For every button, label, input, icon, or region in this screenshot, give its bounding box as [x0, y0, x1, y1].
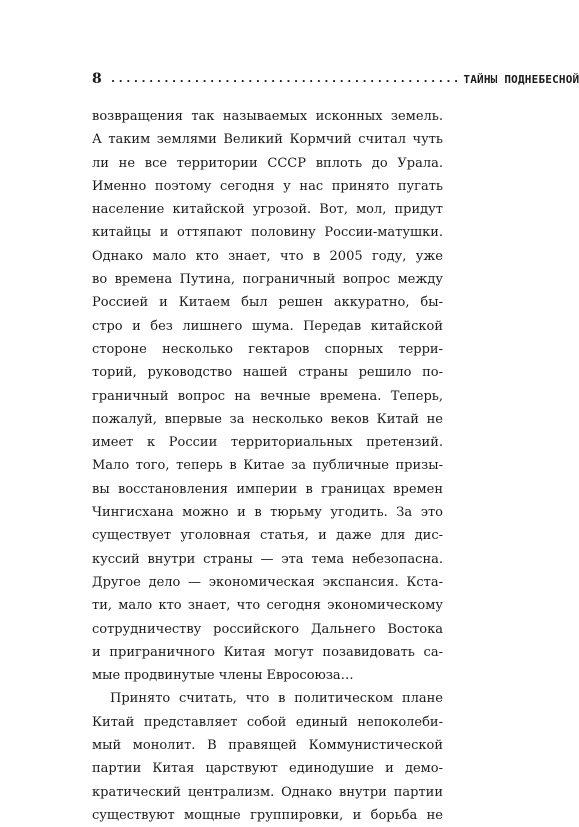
running-title: ТАЙНЫ ПОДНЕБЕСНОЙ: [463, 72, 579, 86]
text-line: Чингисхана можно и в тюрьму угодить. За это: [92, 505, 443, 521]
dot-leader: ..............................................: [109, 72, 461, 85]
text-line: возвращения так называемых исконных земель.: [92, 109, 443, 124]
text-line: Однако мало кто знает, что в 2005 году, уже: [92, 248, 443, 264]
text-line: ли не все территории СССР вплоть до Урала.: [92, 155, 443, 171]
text-line: во времена Путина, пограничный вопрос между: [92, 272, 443, 288]
text-line: существует уголовная статья, и даже для дис-: [92, 528, 443, 544]
text-line: население китайской угрозой. Вот, мол, придут: [92, 202, 443, 218]
page-number: 8: [92, 71, 102, 87]
paragraph-first-line: Принято считать, что в политическом плане: [110, 691, 443, 707]
text-line: существуют мощные группировки, и борьба не: [92, 807, 443, 823]
text-line: стороне несколько гектаров спорных терри-: [92, 341, 443, 357]
text-line: сотрудничеству российского Дальнего Востока: [92, 621, 443, 637]
text-line: мый монолит. В правящей Коммунистической: [92, 738, 443, 754]
text-line: Россией и Китаем был решен аккуратно, бы-: [92, 295, 443, 311]
text-line: имеет к России территориальных претензий.: [92, 435, 443, 451]
text-line: вы восстановления империи в границах времен: [92, 481, 443, 497]
text-line: Именно поэтому сегодня у нас принято пугать: [92, 178, 443, 194]
running-header: [92, 69, 579, 89]
text-line: ти, мало кто знает, что сегодня экономическому: [92, 598, 443, 614]
paragraph-end-line: мые продвинутые члены Евросоюза…: [92, 668, 354, 684]
text-line: и приграничного Китая могут позавидовать са-: [92, 644, 443, 660]
text-line: пожалуй, впервые за несколько веков Китай не: [92, 411, 443, 427]
text-line: китайцы и оттяпают половину России-матушки.: [92, 225, 443, 241]
text-line: куссий внутри страны — эта тема небезопасна.: [92, 551, 443, 567]
text-line: А таким землями Великий Кормчий считал чуть: [92, 132, 443, 148]
text-line: Другое дело — экономическая экспансия. Кста-: [92, 574, 443, 590]
text-line: граничный вопрос на вечные времена. Теперь,: [92, 388, 443, 404]
text-line: партии Китая царствуют единодушие и демо-: [92, 761, 443, 777]
text-line: Мало того, теперь в Китае за публичные призы-: [92, 458, 443, 474]
text-line: стро и без лишнего шума. Передав китайской: [92, 318, 443, 334]
body-text: [92, 105, 443, 827]
text-line: торий, руководство нашей страны решило по-: [92, 365, 443, 381]
text-line: кратический централизм. Однако внутри партии: [92, 784, 443, 800]
text-line: Китай представляет собой единый непоколеби-: [92, 714, 443, 730]
